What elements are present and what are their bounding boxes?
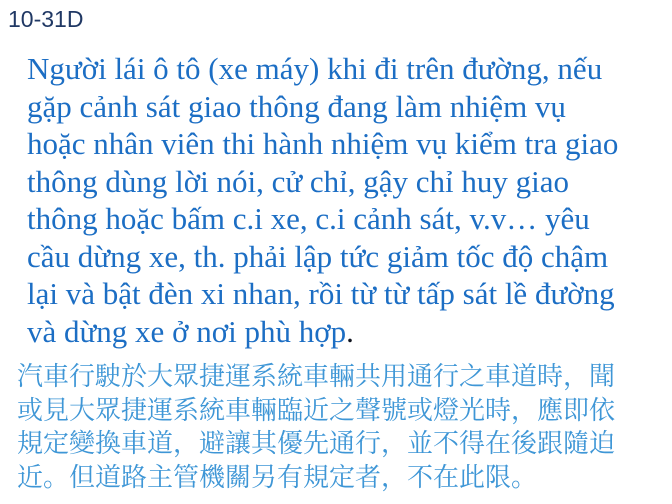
vietnamese-paragraph	[27, 50, 618, 350]
chinese-line-1: 汽車行駛於大眾捷運系統車輛共用通行之車道時，聞	[17, 361, 616, 391]
vietnamese-line-1: Người lái ô tô (xe máy) khi đi trên đường, nếu	[27, 51, 603, 86]
vietnamese-line-5: thông hoặc bấm c.i xe, c.i cảnh sát, v.v… yêu	[27, 201, 590, 236]
vietnamese-line-7: lại và bật đèn xi nhan, rồi từ từ tấp sát lề đường	[27, 276, 615, 311]
chinese-line-2: 或見大眾捷運系統車輛臨近之聲號或燈光時，應即依	[17, 394, 616, 425]
question-code: 10-31D	[8, 6, 84, 32]
chinese-line-3: 規定變換車道，避讓其優先通行，並不得在後跟隨迫	[17, 428, 616, 458]
vietnamese-line-4: thông dùng lời nói, cử chỉ, gậy chỉ huy giao	[27, 163, 570, 199]
vietnamese-last-line-text: và dừng xe ở nơi phù hợp	[27, 313, 347, 349]
chinese-line-4: 近。但道路主管機關另有規定者，不在此限。	[17, 461, 538, 492]
chinese-paragraph	[17, 360, 615, 494]
vietnamese-line-6: cầu dừng xe, th. phải lập tức giảm tốc độ chậm	[27, 238, 609, 274]
sentence-period: .	[346, 313, 354, 349]
vietnamese-line-8	[27, 313, 618, 351]
vietnamese-line-2: gặp cảnh sát giao thông đang làm nhiệm vụ	[27, 88, 566, 124]
vietnamese-line-3: hoặc nhân viên thi hành nhiệm vụ kiểm tra giao	[27, 126, 619, 161]
